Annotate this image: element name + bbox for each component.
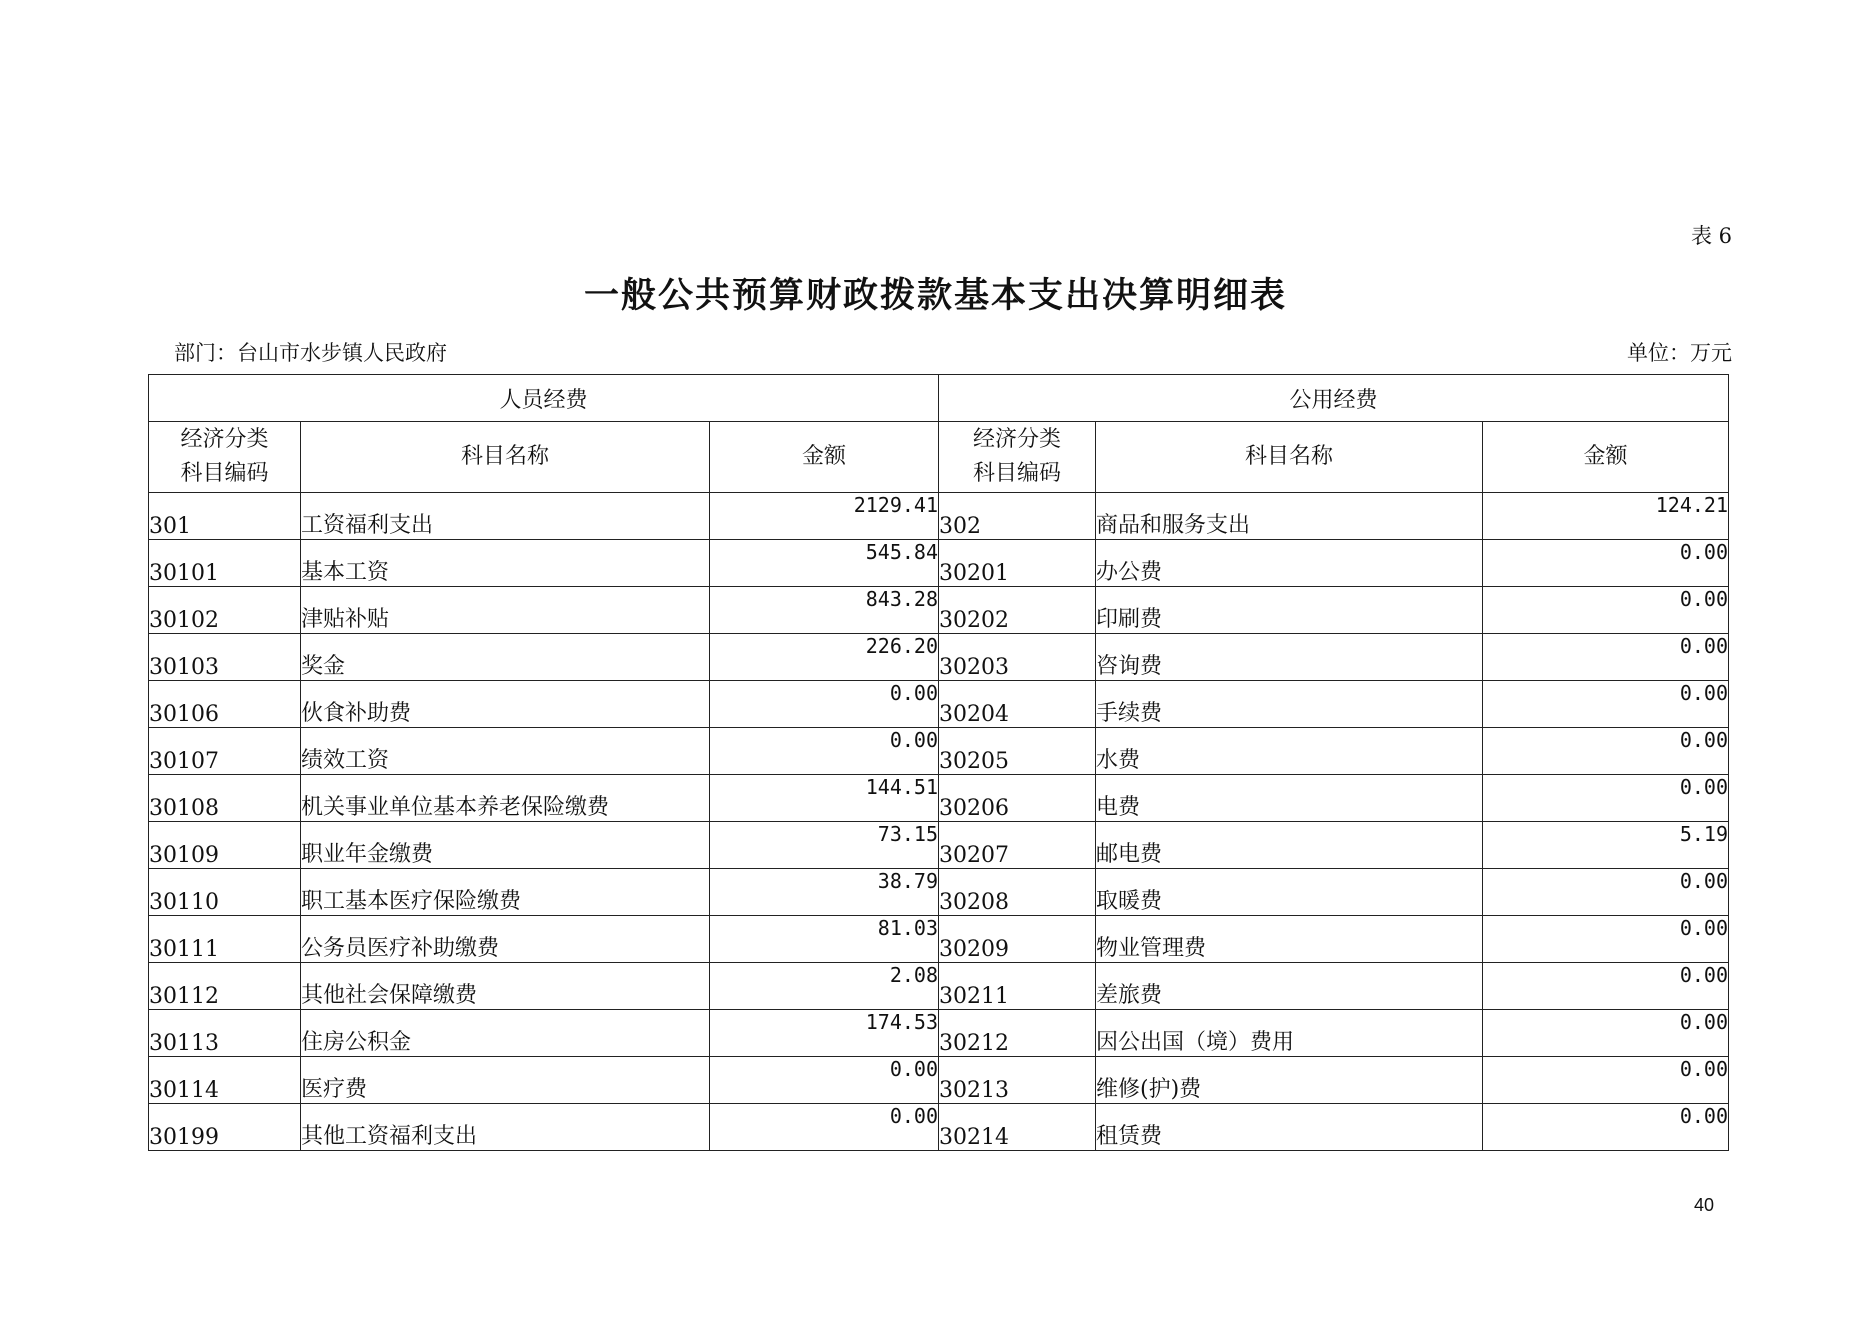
col-header-code-line2: 科目编码 (972, 461, 1061, 486)
table-row (149, 916, 1729, 963)
public-code-cell: 30205 (939, 728, 1096, 775)
table-row (149, 493, 1729, 540)
public-amount-cell: 5.19 (1483, 822, 1729, 869)
personnel-code-cell: 30107 (149, 728, 301, 775)
col-header-code-line1: 经济分类 (180, 427, 269, 452)
public-code-cell: 30214 (939, 1104, 1096, 1151)
personnel-name-cell: 职工基本医疗保险缴费 (301, 869, 710, 916)
personnel-amount-cell: 0.00 (710, 1057, 939, 1104)
col-header-amount-left: 金额 (710, 422, 939, 493)
personnel-name-cell: 绩效工资 (301, 728, 710, 775)
col-header-code-right (939, 422, 1096, 493)
personnel-amount-cell: 226.20 (710, 634, 939, 681)
personnel-amount-cell: 2129.41 (710, 493, 939, 540)
public-name-cell: 取暖费 (1096, 869, 1483, 916)
department-label: 部门：台山市水步镇人民政府 (174, 341, 447, 365)
public-code-cell: 30206 (939, 775, 1096, 822)
public-code-cell: 30203 (939, 634, 1096, 681)
public-name-cell: 手续费 (1096, 681, 1483, 728)
personnel-name-cell: 工资福利支出 (301, 493, 710, 540)
public-name-cell: 因公出国（境）费用 (1096, 1010, 1483, 1057)
public-code-cell: 30207 (939, 822, 1096, 869)
public-name-cell: 电费 (1096, 775, 1483, 822)
personnel-amount-cell: 843.28 (710, 587, 939, 634)
group-header-row (149, 375, 1729, 422)
personnel-amount-cell: 81.03 (710, 916, 939, 963)
personnel-code-cell: 30102 (149, 587, 301, 634)
table-row (149, 869, 1729, 916)
public-code-cell: 30201 (939, 540, 1096, 587)
personnel-code-cell: 30111 (149, 916, 301, 963)
personnel-code-cell: 30199 (149, 1104, 301, 1151)
personnel-name-cell: 基本工资 (301, 540, 710, 587)
table-row (149, 728, 1729, 775)
personnel-name-cell: 机关事业单位基本养老保险缴费 (301, 775, 710, 822)
table-row (149, 1010, 1729, 1057)
personnel-code-cell: 30112 (149, 963, 301, 1010)
personnel-amount-cell: 0.00 (710, 1104, 939, 1151)
table-row (149, 1104, 1729, 1151)
public-name-cell: 维修(护)费 (1096, 1057, 1483, 1104)
public-code-cell: 30209 (939, 916, 1096, 963)
personnel-name-cell: 公务员医疗补助缴费 (301, 916, 710, 963)
personnel-code-cell: 30106 (149, 681, 301, 728)
public-code-cell: 30212 (939, 1010, 1096, 1057)
personnel-code-cell: 30101 (149, 540, 301, 587)
public-name-cell: 咨询费 (1096, 634, 1483, 681)
personnel-code-cell: 30114 (149, 1057, 301, 1104)
personnel-code-cell: 30109 (149, 822, 301, 869)
personnel-amount-cell: 2.08 (710, 963, 939, 1010)
expenditure-table (148, 374, 1729, 1151)
personnel-amount-cell: 545.84 (710, 540, 939, 587)
public-amount-cell: 0.00 (1483, 963, 1729, 1010)
col-header-amount-right: 金额 (1483, 422, 1729, 493)
public-amount-cell: 0.00 (1483, 869, 1729, 916)
table-row (149, 1057, 1729, 1104)
col-header-name-right: 科目名称 (1096, 422, 1483, 493)
public-name-cell: 差旅费 (1096, 963, 1483, 1010)
table-row (149, 775, 1729, 822)
personnel-code-cell: 30108 (149, 775, 301, 822)
table-row (149, 681, 1729, 728)
table-row (149, 540, 1729, 587)
col-header-name-left: 科目名称 (301, 422, 710, 493)
personnel-code-cell: 301 (149, 493, 301, 540)
public-code-cell: 30204 (939, 681, 1096, 728)
public-amount-cell: 0.00 (1483, 775, 1729, 822)
personnel-amount-cell: 38.79 (710, 869, 939, 916)
col-header-code-line1: 经济分类 (972, 427, 1061, 452)
personnel-name-cell: 津贴补贴 (301, 587, 710, 634)
table-row (149, 822, 1729, 869)
personnel-code-cell: 30103 (149, 634, 301, 681)
table-number: 表 6 (1690, 224, 1732, 248)
page-number: 40 (1693, 1195, 1714, 1215)
table-row (149, 634, 1729, 681)
public-amount-cell: 124.21 (1483, 493, 1729, 540)
personnel-amount-cell: 174.53 (710, 1010, 939, 1057)
public-name-cell: 租赁费 (1096, 1104, 1483, 1151)
personnel-name-cell: 医疗费 (301, 1057, 710, 1104)
public-amount-cell: 0.00 (1483, 1057, 1729, 1104)
table-row (149, 963, 1729, 1010)
col-header-code-left (149, 422, 301, 493)
public-amount-cell: 0.00 (1483, 634, 1729, 681)
personnel-amount-cell: 0.00 (710, 728, 939, 775)
table-row (149, 587, 1729, 634)
public-amount-cell: 0.00 (1483, 916, 1729, 963)
personnel-amount-cell: 0.00 (710, 681, 939, 728)
personnel-name-cell: 奖金 (301, 634, 710, 681)
public-amount-cell: 0.00 (1483, 587, 1729, 634)
public-amount-cell: 0.00 (1483, 1104, 1729, 1151)
public-code-cell: 30213 (939, 1057, 1096, 1104)
personnel-name-cell: 伙食补助费 (301, 681, 710, 728)
column-header-row (149, 422, 1729, 493)
public-name-cell: 商品和服务支出 (1096, 493, 1483, 540)
public-name-cell: 邮电费 (1096, 822, 1483, 869)
public-code-cell: 30202 (939, 587, 1096, 634)
public-name-cell: 水费 (1096, 728, 1483, 775)
public-amount-cell: 0.00 (1483, 681, 1729, 728)
public-name-cell: 办公费 (1096, 540, 1483, 587)
group-header-public: 公用经费 (939, 375, 1729, 422)
public-amount-cell: 0.00 (1483, 1010, 1729, 1057)
personnel-amount-cell: 73.15 (710, 822, 939, 869)
public-code-cell: 302 (939, 493, 1096, 540)
public-name-cell: 印刷费 (1096, 587, 1483, 634)
personnel-name-cell: 其他社会保障缴费 (301, 963, 710, 1010)
personnel-name-cell: 职业年金缴费 (301, 822, 710, 869)
unit-label: 单位：万元 (1627, 341, 1732, 365)
personnel-amount-cell: 144.51 (710, 775, 939, 822)
col-header-code-line2: 科目编码 (180, 461, 269, 486)
public-code-cell: 30211 (939, 963, 1096, 1010)
public-code-cell: 30208 (939, 869, 1096, 916)
personnel-code-cell: 30110 (149, 869, 301, 916)
personnel-name-cell: 住房公积金 (301, 1010, 710, 1057)
public-name-cell: 物业管理费 (1096, 916, 1483, 963)
public-amount-cell: 0.00 (1483, 728, 1729, 775)
personnel-name-cell: 其他工资福利支出 (301, 1104, 710, 1151)
group-header-personnel: 人员经费 (149, 375, 939, 422)
public-amount-cell: 0.00 (1483, 540, 1729, 587)
personnel-code-cell: 30113 (149, 1010, 301, 1057)
document-title: 一般公共预算财政拨款基本支出决算明细表 (583, 275, 1287, 316)
